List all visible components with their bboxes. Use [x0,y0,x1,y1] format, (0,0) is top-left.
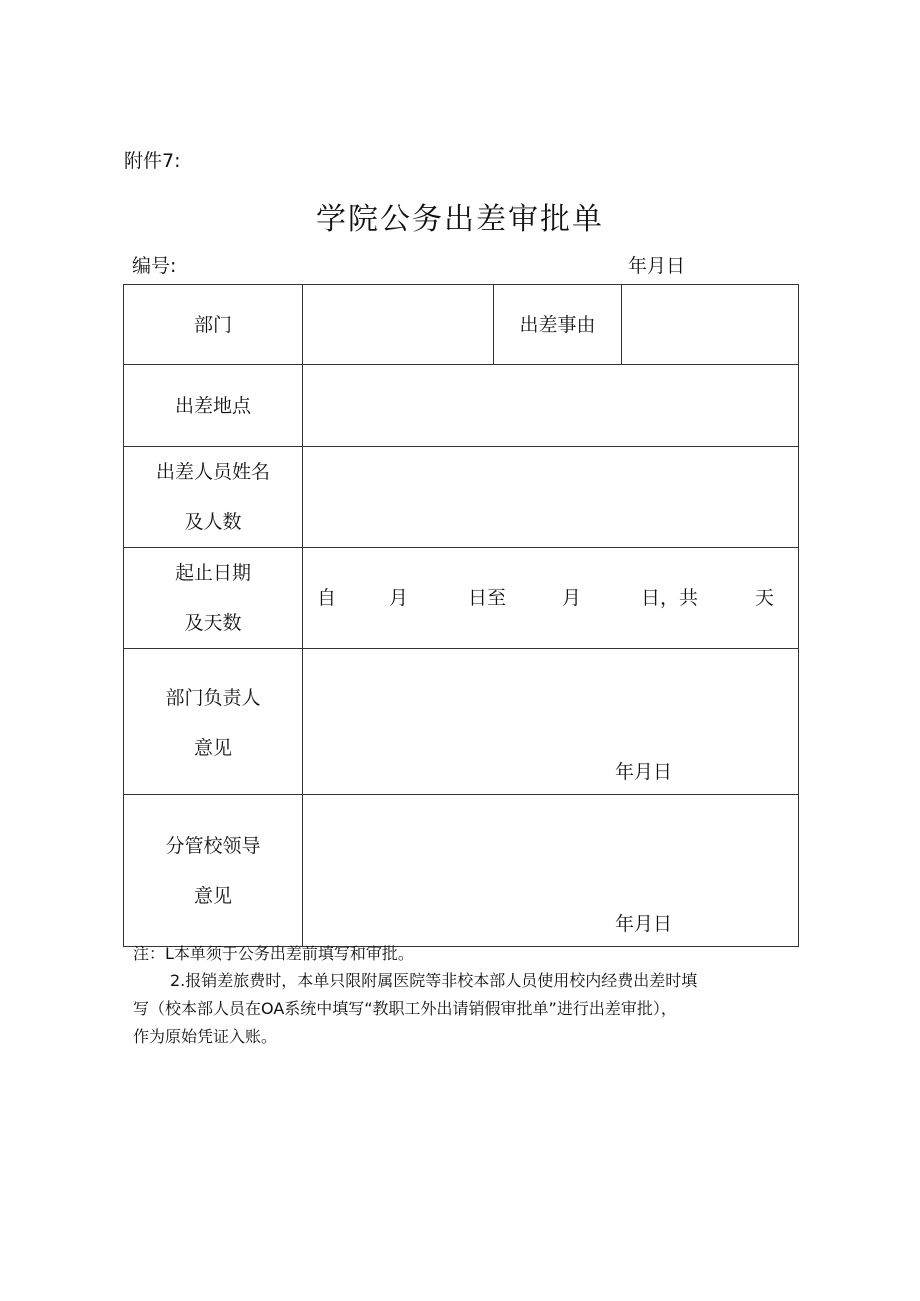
dates-month1: 月 [389,587,409,609]
approval-form-table [123,284,799,947]
dept-head-label-line2: 意见 [193,737,232,759]
dates-day-total: 日，共 [641,587,699,609]
leader-label-line2: 意见 [193,885,232,907]
location-field[interactable] [303,365,799,447]
leader-label-line1: 分管校领导 [165,835,261,857]
dates-days: 天 [755,587,775,609]
department-field[interactable] [303,285,494,365]
dates-label [124,548,303,649]
reason-label: 出差事由 [494,285,622,365]
dates-day-to: 日至 [468,587,507,609]
dates-period [303,548,798,648]
dates-label-line2: 及天数 [184,612,242,634]
dept-head-label-line1: 部门负责人 [165,687,261,709]
note-line-1: 注：L本单须于公务出差前填写和审批。 [133,944,414,963]
staff-label-line1: 出差人员姓名 [155,461,270,483]
dept-head-row [124,649,799,795]
leader-label [124,795,303,947]
leader-date: 年月日 [615,913,673,935]
page-title: 学院公务出差审批单 [316,202,604,237]
dates-from: 自 [317,587,337,609]
dept-head-date: 年月日 [615,761,673,783]
dept-head-opinion-field[interactable] [303,649,799,795]
staff-row [124,447,799,548]
staff-label-line2: 及人数 [184,511,242,533]
form-date-label: 年月日 [628,255,686,277]
dates-field[interactable] [303,548,799,649]
note-line-2: 2.报销差旅费时，本单只限附属医院等非校本部人员使用校内经费出差时填 [170,971,698,990]
staff-label [124,447,303,548]
dates-row [124,548,799,649]
note-line-4: 作为原始凭证入账。 [133,1027,278,1046]
department-row [124,285,799,365]
leader-row [124,795,799,947]
dept-head-label [124,649,303,795]
attachment-label: 附件7: [124,150,181,172]
dates-label-line1: 起止日期 [174,562,251,584]
leader-opinion-field[interactable] [303,795,799,947]
note-line-3: 写（校本部人员在OA系统中填写“教职工外出请销假审批单”进行出差审批）， [133,999,677,1018]
location-row [124,365,799,447]
serial-number-label: 编号: [132,255,177,277]
location-label: 出差地点 [124,365,303,447]
dates-month2: 月 [562,587,582,609]
reason-field[interactable] [622,285,799,365]
department-label: 部门 [124,285,303,365]
staff-field[interactable] [303,447,799,548]
